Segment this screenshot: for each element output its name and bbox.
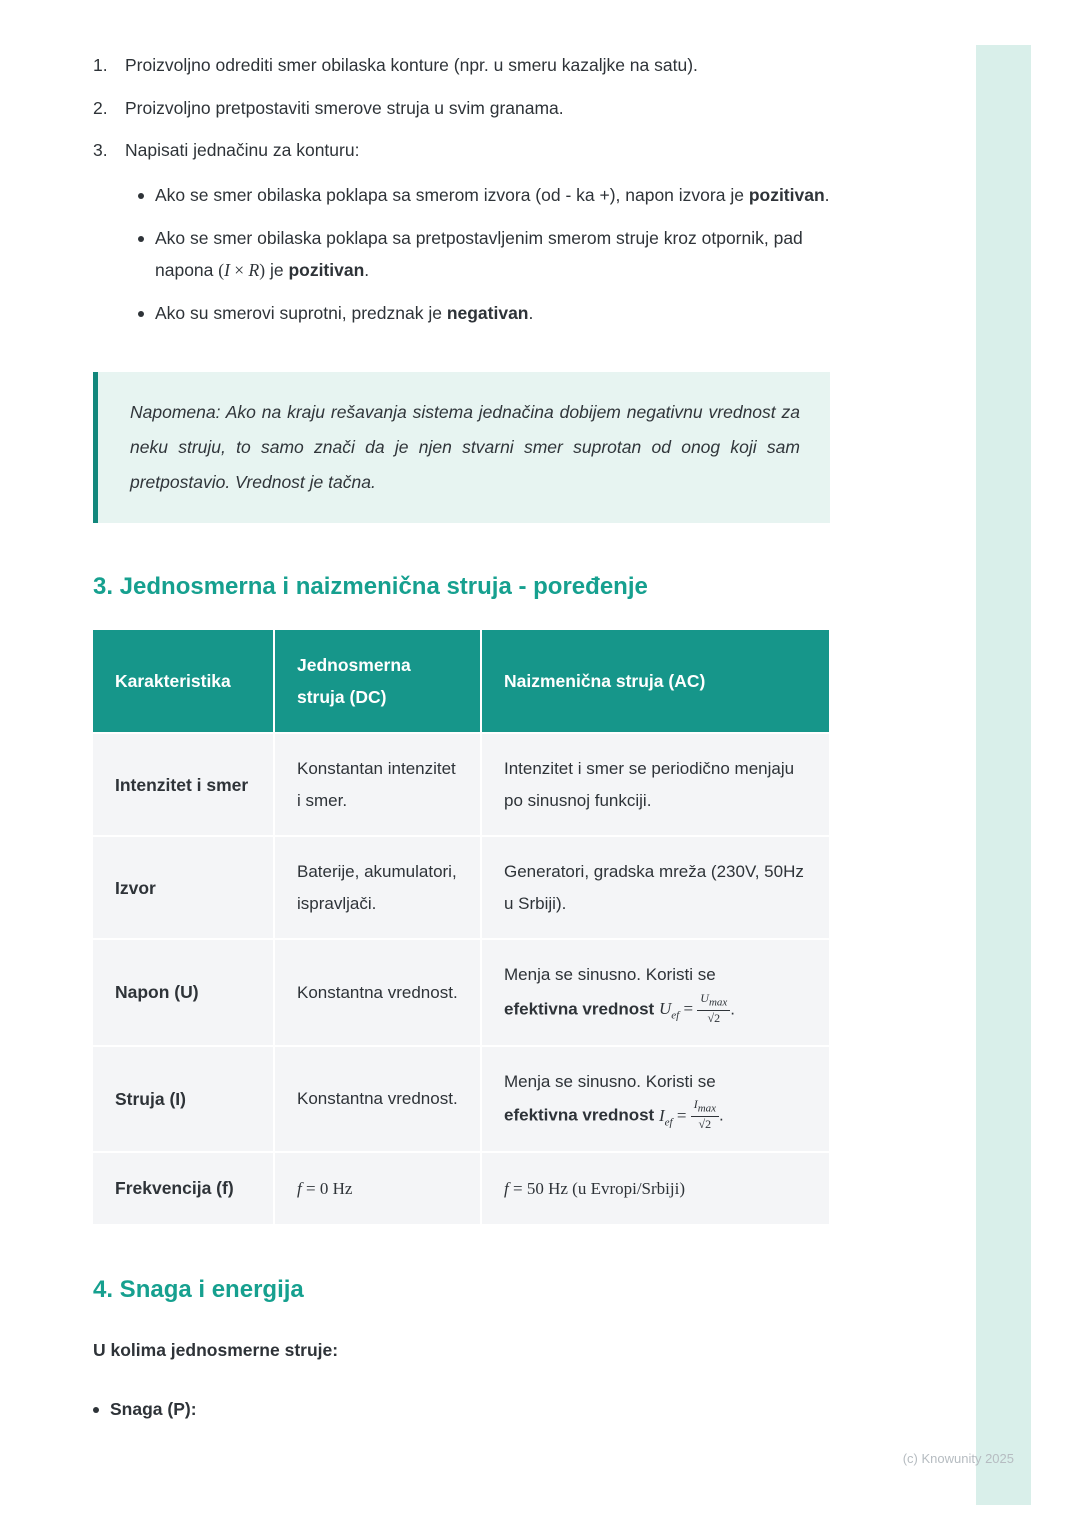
bold-text: efektivna vrednost	[504, 1105, 655, 1125]
bold-text: efektivna vrednost	[504, 998, 655, 1018]
table-cell: Baterije, akumulatori, ispravljači.	[275, 837, 480, 938]
table-header-row	[93, 630, 829, 733]
list-item-text	[155, 298, 830, 330]
list-item-text: Proizvoljno pretpostaviti smerove struja u svim granama.	[125, 97, 564, 118]
table-cell: Konstantan intenzitet i smer.	[275, 734, 480, 835]
column-header: Karakteristika	[93, 630, 273, 733]
copyright-footer: (c) Knowunity 2025	[902, 1451, 1014, 1466]
table-row	[93, 940, 829, 1045]
table-row	[93, 734, 829, 835]
list-item	[93, 135, 830, 167]
table-cell: Generatori, gradska mreža (230V, 50Hz u Srbiji).	[482, 837, 829, 938]
list-item-text: Proizvoljno odrediti smer obilaska konture (npr. u smeru kazaljke na satu).	[125, 55, 698, 75]
text-segment: Ako se smer obilaska poklapa sa pretpostavljenim smerom struje kroz otpornik, pad napona	[155, 228, 803, 280]
row-label: Napon (U)	[93, 940, 273, 1045]
inline-formula-uef: $U_{ef}$ = $\frac{U_{max}}{√2}$	[659, 999, 730, 1018]
inline-formula-f0: f = 0 Hz	[297, 1178, 353, 1198]
side-strip-decoration	[976, 45, 1031, 1505]
inline-formula-ief: $I_{ef}$ = $\frac{I_{max}}{√2}$	[659, 1106, 719, 1125]
table-row	[93, 1153, 829, 1223]
bullet-icon	[138, 180, 155, 212]
table-row	[93, 1047, 829, 1152]
numbered-list	[93, 50, 830, 330]
table-cell	[482, 940, 829, 1045]
list-item	[93, 1394, 830, 1426]
note-text: Napomena: Ako na kraju rešavanja sistema jednačina dobijem negativnu vrednost za neku struju, to samo znači da je njen stvarni smer suprotan od onog koji sam pretpostavio. Vrednost je tačna.	[130, 401, 800, 492]
column-header: Naizmenična struja (AC)	[482, 630, 829, 733]
list-item-text	[155, 180, 830, 212]
bullet-list	[138, 180, 830, 330]
text-segment: .	[719, 1105, 724, 1125]
document-page	[93, 0, 830, 1426]
fraction: $\frac{U_{max}}{√2}$	[697, 991, 730, 1026]
table-cell	[482, 1047, 829, 1152]
bold-text: negativan	[446, 303, 529, 323]
fraction: $\frac{I_{max}}{√2}$	[691, 1097, 719, 1132]
text-segment: Ako su smerovi suprotni, predznak je	[155, 303, 447, 323]
inline-formula: (I × R)	[218, 259, 266, 280]
row-label: Intenzitet i smer	[93, 734, 273, 835]
table-cell	[275, 1153, 480, 1223]
table-row	[93, 837, 829, 938]
table-cell: Intenzitet i smer se periodično menjaju po sinusnoj funkciji.	[482, 734, 829, 835]
text-segment: Ako se smer obilaska poklapa sa smerom izvora (od - ka +), napon izvora je	[155, 184, 749, 205]
list-item-number: 2.	[93, 97, 108, 118]
list-item	[138, 223, 830, 286]
text-segment: .	[730, 998, 736, 1018]
list-item	[93, 93, 830, 125]
row-label: Struja (I)	[93, 1047, 273, 1152]
section-heading-comparison: 3. Jednosmerna i naizmenična struja - poređenje	[93, 572, 648, 600]
inline-formula-f50: f = 50 Hz (u Evropi/Srbiji)	[504, 1178, 686, 1198]
bullet-icon	[138, 223, 155, 286]
table-cell: Konstantna vrednost.	[275, 1047, 480, 1152]
list-item-text: Snaga (P):	[110, 1399, 197, 1420]
list-item	[138, 180, 830, 212]
table-cell	[482, 1153, 829, 1223]
power-intro-text: U kolima jednosmerne struje:	[93, 1339, 339, 1360]
row-label: Frekvencija (f)	[93, 1153, 273, 1223]
section-heading-power: 4. Snaga i energija	[93, 1275, 304, 1303]
bold-text: pozitivan	[748, 184, 825, 205]
text-segment: .	[364, 259, 370, 280]
list-item-number: 1.	[93, 55, 108, 75]
bullet-icon	[138, 298, 155, 330]
list-item-text	[155, 223, 830, 286]
text-segment: .	[528, 303, 534, 323]
row-label: Izvor	[93, 837, 273, 938]
text-segment: Menja se sinusno. Koristi se	[504, 1071, 716, 1091]
note-callout	[93, 372, 830, 523]
bold-text: pozitivan	[288, 259, 365, 280]
table-cell: Konstantna vrednost.	[275, 940, 480, 1045]
text-segment: Menja se sinusno. Koristi se	[504, 965, 716, 985]
comparison-table	[91, 628, 831, 1226]
list-item	[138, 298, 830, 330]
list-item-text: Napisati jednačinu za konturu:	[125, 140, 360, 160]
text-segment: je	[265, 259, 289, 280]
list-item-number: 3.	[93, 140, 108, 160]
text-segment: .	[824, 184, 830, 205]
list-item	[93, 50, 830, 82]
column-header: Jednosmerna struja (DC)	[275, 630, 480, 733]
bullet-icon	[93, 1394, 110, 1426]
